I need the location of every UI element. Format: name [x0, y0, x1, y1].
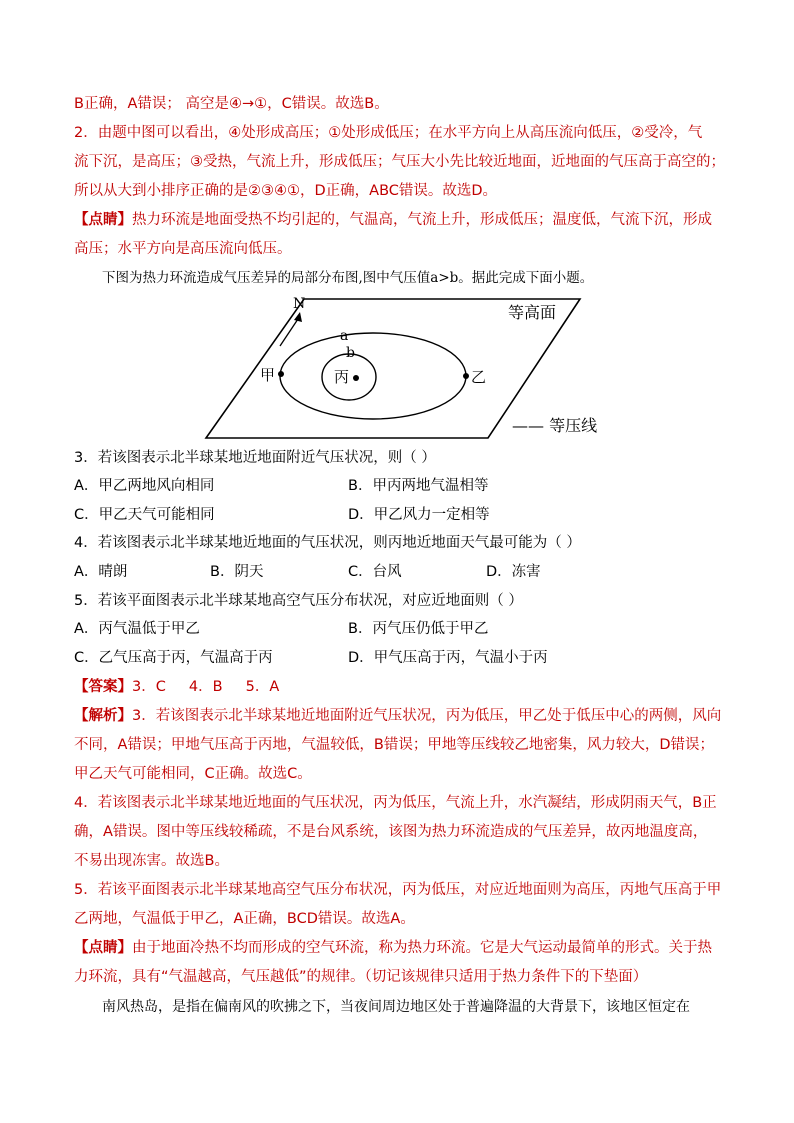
- q4-option-b: B．阴天: [210, 564, 264, 580]
- analysis-line-2: 不同，A错误；甲地气压高于丙地，气温较低，B错误；甲地等压线较乙地密集，风力较大，D错误；: [74, 737, 715, 753]
- q5-option-a: A．丙气温低于甲乙: [74, 621, 200, 637]
- isobar-legend: —— 等压线: [512, 416, 598, 435]
- tip2-text-1: 由于地面冷热不均而形成的空气环流，称为热力环流。它是大气运动最简单的形式。关于热: [132, 940, 712, 956]
- explanation-line-3: 流下沉，是高压；③受热，气流上升，形成低压；气压大小先比较近地面，近地面的气压高于高空的；: [74, 154, 725, 170]
- question-5-stem: 5．若该平面图表示北半球某地高空气压分布状况，对应近地面则（ ）: [74, 593, 523, 609]
- answer-tag: 【答案】: [74, 679, 132, 695]
- analysis-line-1: [74, 706, 734, 726]
- plane-label: 等高面: [508, 303, 557, 322]
- q3-option-b: B．甲丙两地气温相等: [348, 478, 489, 494]
- analysis-text-1: 3．若该图表示北半球某地近地面附近气压状况，丙为低压，甲乙处于低压中心的两侧，风向: [132, 708, 722, 724]
- analysis-tag: 【解析】: [74, 708, 132, 724]
- tip-line-2: 高压；水平方向是高压流向低压。: [74, 241, 292, 257]
- figure-intro: 下图为热力环流造成气压差异的局部分布图,图中气压值a>b。据此完成下面小题。: [102, 270, 594, 286]
- analysis-line-4: 4．若该图表示北半球某地近地面的气压状况，丙为低压，气流上升，水汽凝结，形成阴雨天气，B正: [74, 795, 717, 811]
- explanation-line-1: B正确，A错误； 高空是④→①，C错误。故选B。: [74, 96, 389, 112]
- analysis-line-6: 不易出现冻害。故选B。: [74, 853, 229, 869]
- question-3-stem: 3．若该图表示北半球某地近地面附近气压状况，则（ ）: [74, 450, 436, 466]
- isobar-outer: [280, 333, 466, 419]
- tip2-line-1: [74, 938, 734, 958]
- q4-option-c: C．台风: [348, 564, 402, 580]
- outer-isobar-label: a: [340, 328, 349, 344]
- analysis-line-7: 5．若该平面图表示北半球某地高空气压分布状况，丙为低压，对应近地面则为高压，丙地气压高于甲: [74, 882, 722, 898]
- q5-option-b: B．丙气压仍低于甲乙: [348, 621, 489, 637]
- q3-option-d: D．甲乙风力一定相等: [348, 507, 490, 523]
- point-yi-label: 乙: [471, 368, 487, 386]
- inner-isobar-label: b: [346, 345, 355, 361]
- tip-tag: 【点睛】: [74, 212, 132, 228]
- q4-option-a: A．晴朗: [74, 564, 128, 580]
- point-bing-label: 丙: [334, 368, 350, 386]
- point-jia-dot: [278, 371, 284, 377]
- tip2-tag: 【点睛】: [74, 940, 132, 956]
- q5-option-d: D．甲气压高于丙，气温小于丙: [348, 650, 548, 666]
- answer-line: [74, 677, 734, 697]
- answer-text: 3．C 4．B 5．A: [132, 679, 280, 695]
- tip2-line-2: 力环流，具有“气温越高，气压越低”的规律。（切记该规律只适用于热力条件下的下垫面）: [74, 969, 648, 985]
- q3-option-c: C．甲乙天气可能相同: [74, 507, 215, 523]
- point-yi-dot: [463, 373, 469, 379]
- explanation-line-4: 所以从大到小排序正确的是②③④①，D正确，ABC错误。故选D。: [74, 183, 498, 199]
- analysis-line-8: 乙两地，气温低于甲乙，A正确，BCD错误。故选A。: [74, 911, 415, 927]
- point-jia-label: 甲: [260, 366, 276, 384]
- question-4-stem: 4．若该图表示北半球某地近地面的气压状况，则丙地近地面天气最可能为（ ）: [74, 535, 581, 551]
- q3-option-a: A．甲乙两地风向相同: [74, 478, 215, 494]
- tip-text: 热力环流是地面受热不均引起的，气温高，气流上升，形成低压；温度低，气流下沉，形成: [132, 212, 712, 228]
- explanation-line-2: 2．由题中图可以看出，④处形成高压；①处形成低压；在水平方向上从高压流向低压，②受冷，气: [74, 125, 703, 141]
- north-label: N: [293, 296, 306, 312]
- north-arrowhead: [294, 312, 302, 322]
- point-bing-dot: [353, 375, 359, 381]
- closing-passage: 南风热岛，是指在偏南风的吹拂之下，当夜间周边地区处于普遍降温的大背景下，该地区恒定在: [102, 999, 690, 1015]
- q5-option-c: C．乙气压高于丙，气温高于丙: [74, 650, 273, 666]
- analysis-line-5: 确，A错误。图中等压线较稀疏，不是台风系统，该图为热力环流造成的气压差异，故丙地温度高，: [74, 824, 708, 840]
- q4-option-d: D．冻害: [486, 564, 541, 580]
- analysis-line-3: 甲乙天气可能相同，C正确。故选C。: [74, 766, 312, 782]
